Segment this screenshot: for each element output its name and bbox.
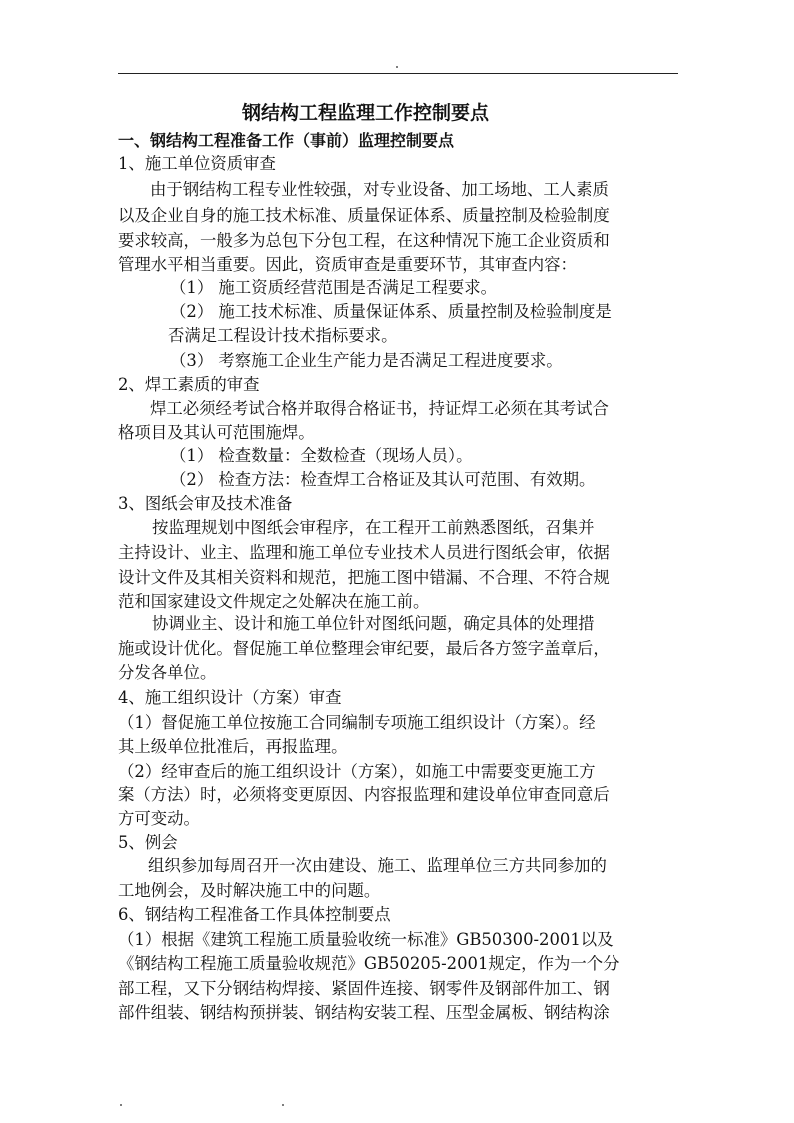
text-line: 1、施工单位资质审查 [118,154,276,173]
text-line: 焊工必须经考试合格并取得合格证书，持证焊工必须在其考试合 [150,399,609,418]
footer-dot-left [120,1104,122,1106]
text-line: 格项目及其认可范围施焊。 [118,423,315,442]
text-line: 《钢结构工程施工质量验收规范》GB50205-2001规定，作为一个分 [118,954,620,973]
text-line: 按监理规划中图纸会审程序，在工程开工前熟悉图纸，召集并 [152,518,595,537]
document-title: 钢结构工程监理工作控制要点 [242,102,490,124]
text-line: 否满足工程设计技术指标要求。 [168,326,398,345]
text-line: 组织参加每周召开一次由建设、施工、监理单位三方共同参加的 [148,856,607,875]
text-line: （1）督促施工单位按施工合同编制专项施工组织设计（方案）。经 [118,713,596,732]
text-line: 要求较高，一般多为总包下分包工程，在这种情况下施工企业资质和 [118,231,610,250]
text-line: （1） 施工资质经营范围是否满足工程要求。 [170,278,498,297]
text-line: 部工程，又下分钢结构焊接、紧固件连接、钢零件及钢部件加工、钢 [118,979,610,998]
text-line: 主持设计、业主、监理和施工单位专业技术人员进行图纸会审，依据 [118,543,610,562]
text-line: 案（方法）时，必须将变更原因、内容报监理和建设单位审查同意后 [118,785,610,804]
text-line: 设计文件及其相关资料和规范，把施工图中错漏、不合理、不符合规 [118,568,610,587]
text-line: （3） 考察施工企业生产能力是否满足工程进度要求。 [170,351,563,370]
text-line: 3、图纸会审及技术准备 [118,494,293,513]
text-line: （2） 施工技术标准、质量保证体系、质量控制及检验制度是 [170,302,612,321]
text-line: 以及企业自身的施工技术标准、质量保证体系、质量控制及检验制度 [118,206,610,225]
text-line: 2、焊工素质的审查 [118,375,260,394]
footer-dot-right [282,1104,284,1106]
header-dot [396,66,398,68]
text-line: （2） 检查方法：检查焊工合格证及其认可范围、有效期。 [170,470,596,489]
text-line: 管理水平相当重要。因此，资质审查是重要环节，其审查内容： [118,255,577,274]
text-line: 6、钢结构工程准备工作具体控制要点 [118,905,391,924]
text-line: 协调业主、设计和施工单位针对图纸问题，确定具体的处理措 [152,614,595,633]
text-line: 其上级单位批准后，再报监理。 [118,737,348,756]
text-line: （1） 检查数量：全数检查（现场人员）。 [170,446,473,465]
text-line: （1）根据《建筑工程施工质量验收统一标准》GB50300-2001以及 [118,930,614,949]
text-line: 工地例会，及时解决施工中的问题。 [118,881,381,900]
text-line: 部件组装、钢结构预拼装、钢结构安装工程、压型金属板、钢结构涂 [118,1003,610,1022]
section-heading: 一、钢结构工程准备工作（事前）监理控制要点 [118,131,455,150]
text-line: 4、施工组织设计（方案）审查 [118,688,342,707]
text-line: 施或设计优化。督促施工单位整理会审纪要，最后各方签字盖章后， [118,639,610,658]
text-line: （2）经审查后的施工组织设计（方案），如施工中需要变更施工方 [118,762,596,781]
text-line: 范和国家建设文件规定之处解决在施工前。 [118,592,430,611]
text-line: 方可变动。 [118,809,200,828]
text-line: 分发各单位。 [118,663,217,682]
text-line: 5、例会 [118,833,178,852]
header-rule [118,73,678,74]
text-line: 由于钢结构工程专业性较强，对专业设备、加工场地、工人素质 [150,180,609,199]
